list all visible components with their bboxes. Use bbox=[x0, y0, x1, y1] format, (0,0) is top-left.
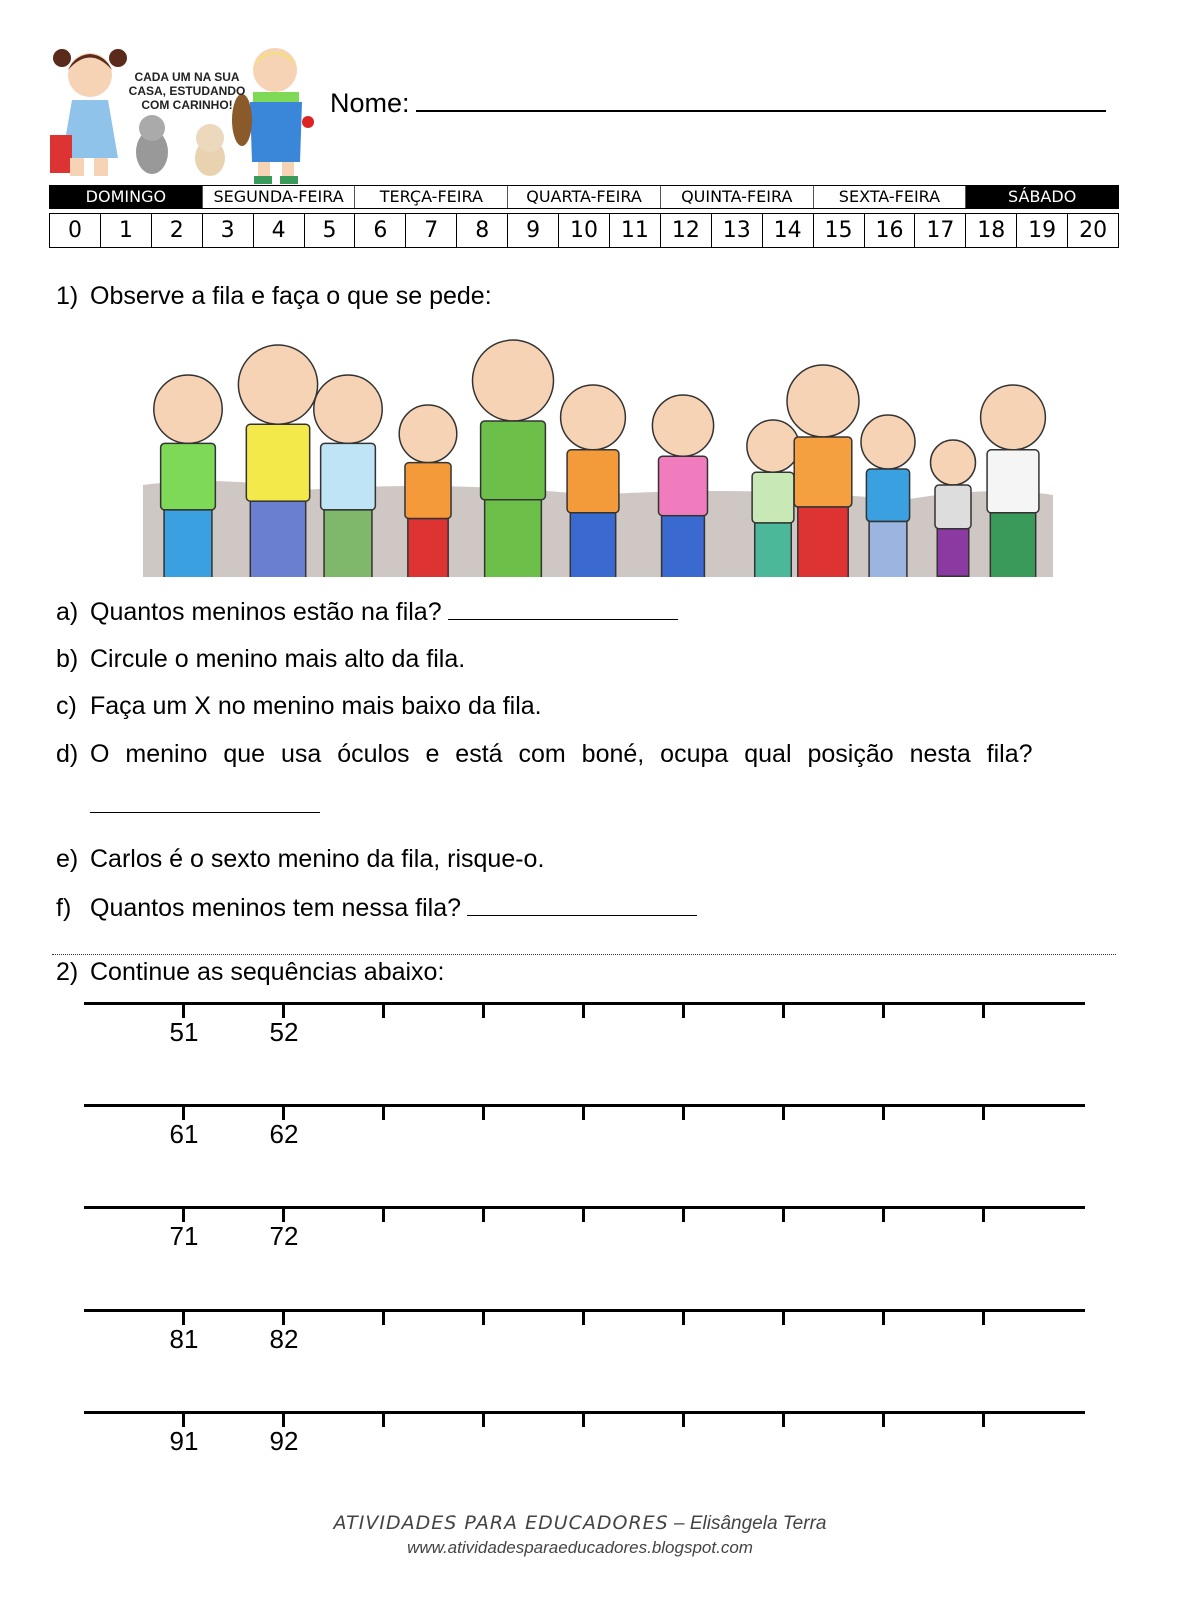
sequence-number: 61 bbox=[169, 1119, 199, 1149]
number-line-tick bbox=[382, 1309, 385, 1325]
item-text: Carlos é o sexto menino da fila, risque-o. bbox=[90, 845, 545, 873]
question-2-title bbox=[56, 958, 444, 987]
weekday-cell: SEGUNDA-FEIRA bbox=[203, 186, 356, 208]
number-line-tick bbox=[482, 1411, 485, 1427]
number-line-tick bbox=[382, 1002, 385, 1018]
item-text: Faça um X no menino mais baixo da fila. bbox=[90, 692, 542, 720]
date-number-cell[interactable]: 9 bbox=[508, 214, 559, 247]
number-line-tick bbox=[282, 1206, 285, 1222]
number-line-tick bbox=[282, 1411, 285, 1427]
number-line-tick bbox=[882, 1002, 885, 1018]
question-text: Continue as sequências abaixo: bbox=[90, 958, 445, 986]
number-line-tick bbox=[782, 1309, 785, 1325]
number-line bbox=[84, 1411, 1085, 1456]
number-line-tick bbox=[182, 1002, 185, 1018]
question-number: 1) bbox=[56, 282, 79, 310]
number-line bbox=[84, 1104, 1085, 1149]
date-number-cell[interactable]: 12 bbox=[661, 214, 712, 247]
boy-figure bbox=[861, 415, 915, 577]
number-line-tick bbox=[882, 1104, 885, 1120]
date-number-cell[interactable]: 3 bbox=[203, 214, 254, 247]
date-number-cell[interactable]: 2 bbox=[152, 214, 203, 247]
item-text: Circule o menino mais alto da fila. bbox=[90, 645, 466, 673]
number-line-tick bbox=[782, 1411, 785, 1427]
footer-credit bbox=[0, 1512, 1160, 1535]
sequence-number: 71 bbox=[169, 1221, 199, 1251]
date-number-cell[interactable]: 18 bbox=[966, 214, 1017, 247]
weekday-cell: SÁBADO bbox=[966, 186, 1118, 208]
number-line-tick bbox=[482, 1104, 485, 1120]
boys-in-line-illustration bbox=[143, 335, 1053, 577]
number-line bbox=[84, 1206, 1085, 1251]
number-line-tick bbox=[182, 1411, 185, 1427]
item-letter: a) bbox=[56, 598, 79, 626]
sequence-number: 62 bbox=[269, 1119, 299, 1149]
question-1-title bbox=[56, 282, 492, 311]
item-text: Quantos meninos tem nessa fila? bbox=[90, 894, 462, 922]
name-label: Nome: bbox=[330, 88, 410, 118]
item-text: O menino que usa óculos e está com boné, ocupa qual posição nesta fila? bbox=[90, 740, 1033, 768]
number-line-tick bbox=[582, 1309, 585, 1325]
item-letter: c) bbox=[56, 692, 77, 720]
date-number-cell[interactable]: 1 bbox=[101, 214, 152, 247]
number-line-tick bbox=[682, 1002, 685, 1018]
number-line-tick bbox=[982, 1411, 985, 1427]
date-number-cell[interactable]: 15 bbox=[814, 214, 865, 247]
question-1b bbox=[56, 645, 465, 674]
item-letter: d) bbox=[56, 740, 79, 768]
boy-figure bbox=[473, 340, 554, 577]
number-line-tick bbox=[482, 1206, 485, 1222]
number-line-tick bbox=[182, 1104, 185, 1120]
boy-figure bbox=[652, 395, 713, 577]
date-number-cell[interactable]: 13 bbox=[712, 214, 763, 247]
boy-figure bbox=[399, 405, 457, 577]
number-line-tick bbox=[482, 1002, 485, 1018]
question-1e bbox=[56, 845, 544, 874]
date-number-cell[interactable]: 14 bbox=[763, 214, 814, 247]
number-line-tick bbox=[382, 1411, 385, 1427]
number-line-tick bbox=[182, 1309, 185, 1325]
number-line-tick bbox=[882, 1206, 885, 1222]
number-line-tick bbox=[782, 1206, 785, 1222]
children-pets-illustration bbox=[50, 40, 320, 185]
logo-slogan: CADA UM NA SUA CASA, ESTUDANDO COM CARINHO! bbox=[128, 70, 246, 112]
name-field[interactable] bbox=[330, 86, 1106, 119]
boy-figure bbox=[747, 420, 799, 577]
number-line-tick bbox=[682, 1411, 685, 1427]
date-number-cell[interactable]: 19 bbox=[1017, 214, 1068, 247]
weekday-row bbox=[49, 185, 1119, 209]
date-number-cell[interactable]: 11 bbox=[610, 214, 661, 247]
sequence-number: 92 bbox=[269, 1426, 299, 1456]
question-text: Observe a fila e faça o que se pede: bbox=[90, 282, 492, 310]
date-number-cell[interactable]: 16 bbox=[865, 214, 916, 247]
sequence-number: 81 bbox=[169, 1324, 199, 1354]
sequence-number: 72 bbox=[269, 1221, 299, 1251]
boy-figure bbox=[238, 345, 317, 577]
number-line-tick bbox=[382, 1206, 385, 1222]
number-line-tick bbox=[982, 1309, 985, 1325]
number-line-tick bbox=[982, 1002, 985, 1018]
number-line-tick bbox=[282, 1104, 285, 1120]
answer-blank[interactable] bbox=[467, 893, 697, 916]
weekday-cell: SEXTA-FEIRA bbox=[814, 186, 967, 208]
boys-line-drawing bbox=[143, 335, 1053, 577]
date-number-cell[interactable]: 6 bbox=[355, 214, 406, 247]
number-line-tick bbox=[182, 1206, 185, 1222]
weekday-cell: QUINTA-FEIRA bbox=[661, 186, 814, 208]
sequence-number: 52 bbox=[269, 1017, 299, 1047]
boy-figure bbox=[154, 375, 222, 577]
boy-figure bbox=[561, 385, 626, 577]
weekday-cell: QUARTA-FEIRA bbox=[508, 186, 661, 208]
date-number-row bbox=[49, 213, 1119, 248]
number-line-tick bbox=[682, 1309, 685, 1325]
boy-figure bbox=[787, 365, 859, 577]
date-number-cell[interactable]: 0 bbox=[50, 214, 101, 247]
footer-author: – Elisângela Terra bbox=[674, 1513, 827, 1534]
number-line-tick bbox=[982, 1206, 985, 1222]
item-letter: e) bbox=[56, 845, 79, 873]
number-line-tick bbox=[682, 1104, 685, 1120]
question-number: 2) bbox=[56, 958, 79, 986]
item-text: Quantos meninos estão na fila? bbox=[90, 598, 442, 626]
number-line-tick bbox=[782, 1002, 785, 1018]
item-letter: b) bbox=[56, 645, 79, 673]
number-line-tick bbox=[682, 1206, 685, 1222]
date-number-cell[interactable]: 17 bbox=[915, 214, 966, 247]
number-line-tick bbox=[582, 1206, 585, 1222]
answer-blank[interactable] bbox=[90, 790, 320, 813]
sequence-number: 51 bbox=[169, 1017, 199, 1047]
number-line-tick bbox=[882, 1411, 885, 1427]
number-line-tick bbox=[482, 1309, 485, 1325]
date-number-cell[interactable]: 20 bbox=[1079, 218, 1108, 243]
question-1a bbox=[56, 597, 678, 627]
section-divider bbox=[52, 954, 1116, 955]
question-1c bbox=[56, 692, 542, 721]
date-number-cell[interactable]: 7 bbox=[406, 214, 457, 247]
date-number-cell[interactable]: 8 bbox=[457, 214, 508, 247]
sequence-number: 91 bbox=[169, 1426, 199, 1456]
number-line-tick bbox=[882, 1309, 885, 1325]
question-1f bbox=[56, 893, 697, 923]
number-line bbox=[84, 1309, 1085, 1354]
number-line bbox=[84, 1002, 1085, 1047]
name-blank-line[interactable] bbox=[416, 86, 1106, 112]
number-line-tick bbox=[582, 1002, 585, 1018]
number-line-tick bbox=[982, 1104, 985, 1120]
boy-figure bbox=[931, 440, 976, 576]
date-number-cell[interactable]: 5 bbox=[305, 214, 356, 247]
boy-figure bbox=[981, 385, 1046, 577]
answer-blank[interactable] bbox=[448, 597, 678, 620]
number-line-tick bbox=[582, 1411, 585, 1427]
logo-illustration bbox=[50, 40, 320, 185]
question-1d bbox=[56, 740, 1116, 769]
footer-url: www.atividadesparaeducadores.blogspot.com bbox=[407, 1538, 753, 1557]
number-line-tick bbox=[782, 1104, 785, 1120]
number-line-tick bbox=[282, 1002, 285, 1018]
number-line-tick bbox=[582, 1104, 585, 1120]
weekday-cell: TERÇA-FEIRA bbox=[355, 186, 508, 208]
number-line-tick bbox=[382, 1104, 385, 1120]
date-number-cell[interactable]: 10 bbox=[559, 214, 610, 247]
date-number-cell[interactable]: 4 bbox=[254, 214, 305, 247]
weekday-cell: DOMINGO bbox=[50, 186, 203, 208]
item-letter: f) bbox=[56, 894, 72, 922]
footer-brand: ATIVIDADES PARA EDUCADORES bbox=[333, 1512, 669, 1534]
boy-figure bbox=[314, 375, 382, 577]
sequence-number: 82 bbox=[269, 1324, 299, 1354]
number-line-tick bbox=[282, 1309, 285, 1325]
